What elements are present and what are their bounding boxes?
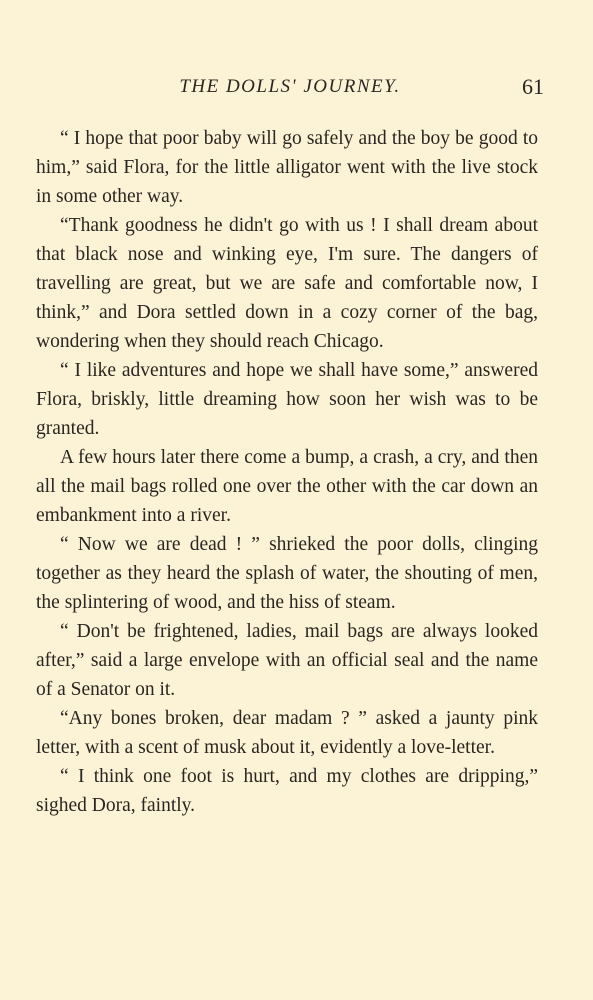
paragraph: “ Now we are dead ! ” shrieked the poor dolls, clinging together as they heard the splash of water, the shouting of men, the splintering of wood, and the hiss of steam.	[36, 534, 538, 613]
paragraph: “ I hope that poor baby will go safely and the boy be good to him,” said Flora, for the little alligator went with the live stock in some other way.	[36, 128, 538, 207]
body-text	[36, 124, 538, 820]
running-title: THE DOLLS' JOURNEY.	[179, 76, 401, 97]
paragraph: A few hours later there come a bump, a crash, a cry, and then all the mail bags rolled one over the other with the car down an embankment into a river.	[36, 447, 538, 526]
running-head	[36, 72, 544, 102]
paragraph: “Any bones broken, dear madam ? ” asked a jaunty pink letter, with a scent of musk about it, evidently a love-letter.	[36, 708, 538, 758]
page-number: 61	[522, 74, 544, 99]
paragraph: “ Don't be frightened, ladies, mail bags are always looked after,” said a large envelope with an official seal and the name of a Senator on it.	[36, 621, 538, 700]
paragraph: “ I think one foot is hurt, and my clothes are dripping,” sighed Dora, faintly.	[36, 766, 538, 816]
paragraph: “Thank goodness he didn't go with us ! I shall dream about that black nose and winking eye, I'm sure. The dangers of travelling are great, but we are safe and comfortable now, I think,” and Dora settled down in a cozy corner of the bag, wondering when they should reach Chicago.	[36, 215, 538, 352]
paragraph: “ I like adventures and hope we shall have some,” answered Flora, briskly, little dreaming how soon her wish was to be granted.	[36, 360, 538, 439]
